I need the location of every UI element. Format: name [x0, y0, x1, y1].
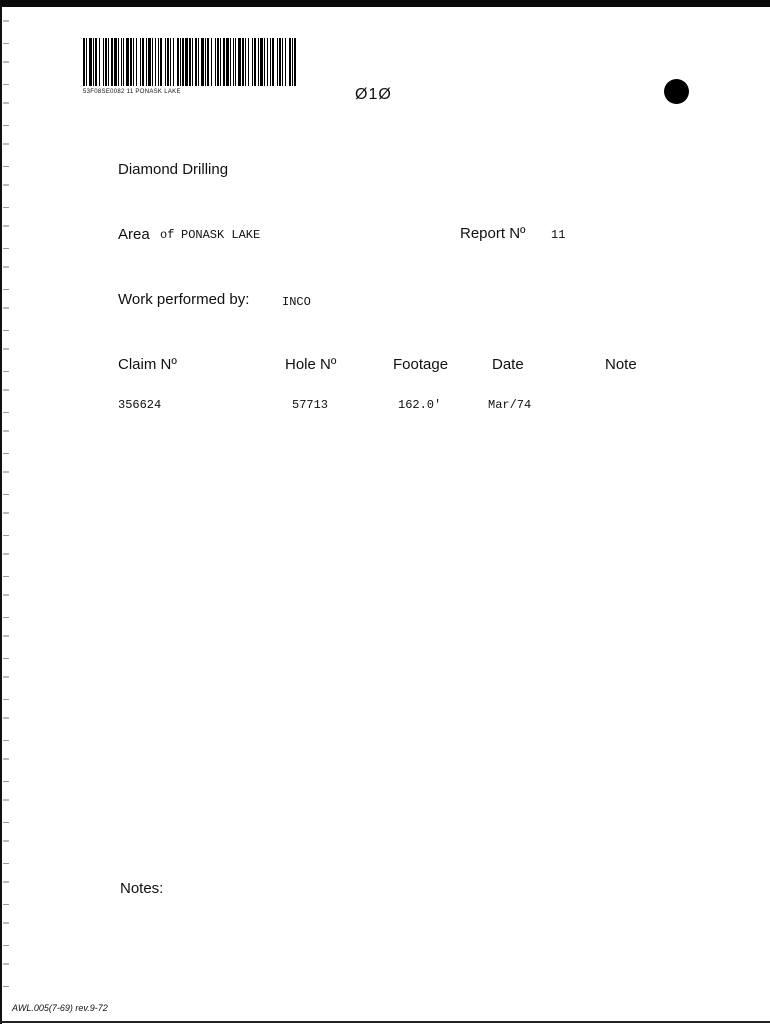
barcode-bar [223, 38, 225, 86]
barcode-bar [173, 38, 174, 86]
barcode-bar [217, 38, 219, 86]
barcode-bar [152, 38, 153, 86]
barcode-bar [146, 38, 147, 86]
barcode-bar [86, 38, 87, 86]
barcode-bar [270, 38, 271, 86]
barcode-bar [111, 38, 113, 86]
barcode-bar [103, 38, 104, 86]
barcode-bar [285, 38, 286, 86]
barcode-bar [180, 38, 181, 86]
barcode-bar [272, 38, 274, 86]
barcode-bar [118, 38, 119, 86]
barcode-caption: 53F08SE0082 11 PONASK LAKE [83, 89, 181, 95]
barcode-bar [238, 38, 241, 86]
barcode-bar [248, 38, 249, 86]
barcode-bar [105, 38, 107, 86]
barcode-bar [160, 38, 162, 86]
barcode-bar [205, 38, 206, 86]
barcode-bar [279, 38, 281, 86]
header-claim: Claim Nº [118, 356, 177, 373]
barcode-bar [289, 38, 291, 86]
scan-edge-marks [3, 20, 9, 1000]
barcode-bar [189, 38, 191, 86]
barcode-bar [165, 38, 166, 86]
area-of: of [160, 228, 175, 242]
row-claim: 356624 [118, 398, 162, 412]
header-note: Note [605, 356, 637, 373]
barcode-bar [254, 38, 256, 86]
punch-hole [664, 79, 689, 104]
row-footage: 162.0' [398, 398, 442, 412]
barcode-bar [258, 38, 259, 86]
barcode-bar [142, 38, 144, 86]
barcode-bar [182, 38, 184, 86]
scan-left-border [0, 7, 2, 1024]
document-title: Diamond Drilling [118, 161, 229, 178]
barcode-bar [158, 38, 159, 86]
barcode-bar [114, 38, 117, 86]
barcode-bar [198, 38, 199, 86]
barcode-bar [136, 38, 137, 86]
row-hole: 57713 [292, 398, 329, 412]
barcode-bar [220, 38, 221, 86]
barcode-bar [155, 38, 156, 86]
notes-label: Notes: [120, 880, 164, 897]
barcode-bar [211, 38, 212, 86]
barcode-bar [235, 38, 236, 86]
barcode [83, 38, 299, 86]
scan-bottom-border [0, 1021, 770, 1023]
form-footer: AWL.005(7-69) rev.9-72 [12, 1003, 108, 1013]
area-label: Area [118, 226, 150, 243]
barcode-bar [277, 38, 278, 86]
barcode-bar [167, 38, 169, 86]
barcode-bar [294, 38, 296, 86]
work-value: INCO [282, 295, 311, 309]
barcode-bar [252, 38, 253, 86]
header-hole: Hole Nº [285, 356, 337, 373]
barcode-bar [215, 38, 216, 86]
barcode-bar [245, 38, 246, 86]
barcode-bar [267, 38, 268, 86]
barcode-bar [148, 38, 151, 86]
barcode-bar [226, 38, 229, 86]
report-value: 11 [551, 228, 566, 242]
header-footage: Footage [393, 356, 449, 373]
scan-top-border [0, 0, 770, 7]
barcode-bar [108, 38, 109, 86]
barcode-bar [207, 38, 209, 86]
barcode-bar [201, 38, 204, 86]
barcode-bar [185, 38, 188, 86]
barcode-bar [242, 38, 244, 86]
barcode-bar [83, 38, 85, 86]
header-date: Date [492, 356, 524, 373]
barcode-bar [140, 38, 141, 86]
barcode-bar [230, 38, 231, 86]
barcode-bar [126, 38, 129, 86]
work-label: Work performed by: [118, 291, 250, 308]
barcode-bar [195, 38, 197, 86]
barcode-bar [89, 38, 92, 86]
barcode-bar [123, 38, 124, 86]
barcode-bar [130, 38, 132, 86]
barcode-bar [233, 38, 234, 86]
row-date: Mar/74 [488, 398, 532, 412]
barcode-bar [93, 38, 94, 86]
barcode-bar [292, 38, 293, 86]
barcode-bar [170, 38, 171, 86]
barcode-bar [264, 38, 265, 86]
barcode-bar [99, 38, 100, 86]
barcode-bar [95, 38, 97, 86]
barcode-bar [177, 38, 179, 86]
barcode-bar [192, 38, 193, 86]
file-code: Ø1Ø [355, 86, 392, 103]
barcode-bar [133, 38, 134, 86]
barcode-bar [121, 38, 122, 86]
area-value: PONASK LAKE [181, 228, 261, 242]
barcode-bar [282, 38, 283, 86]
report-label: Report Nº [460, 225, 526, 242]
barcode-bar [260, 38, 263, 86]
